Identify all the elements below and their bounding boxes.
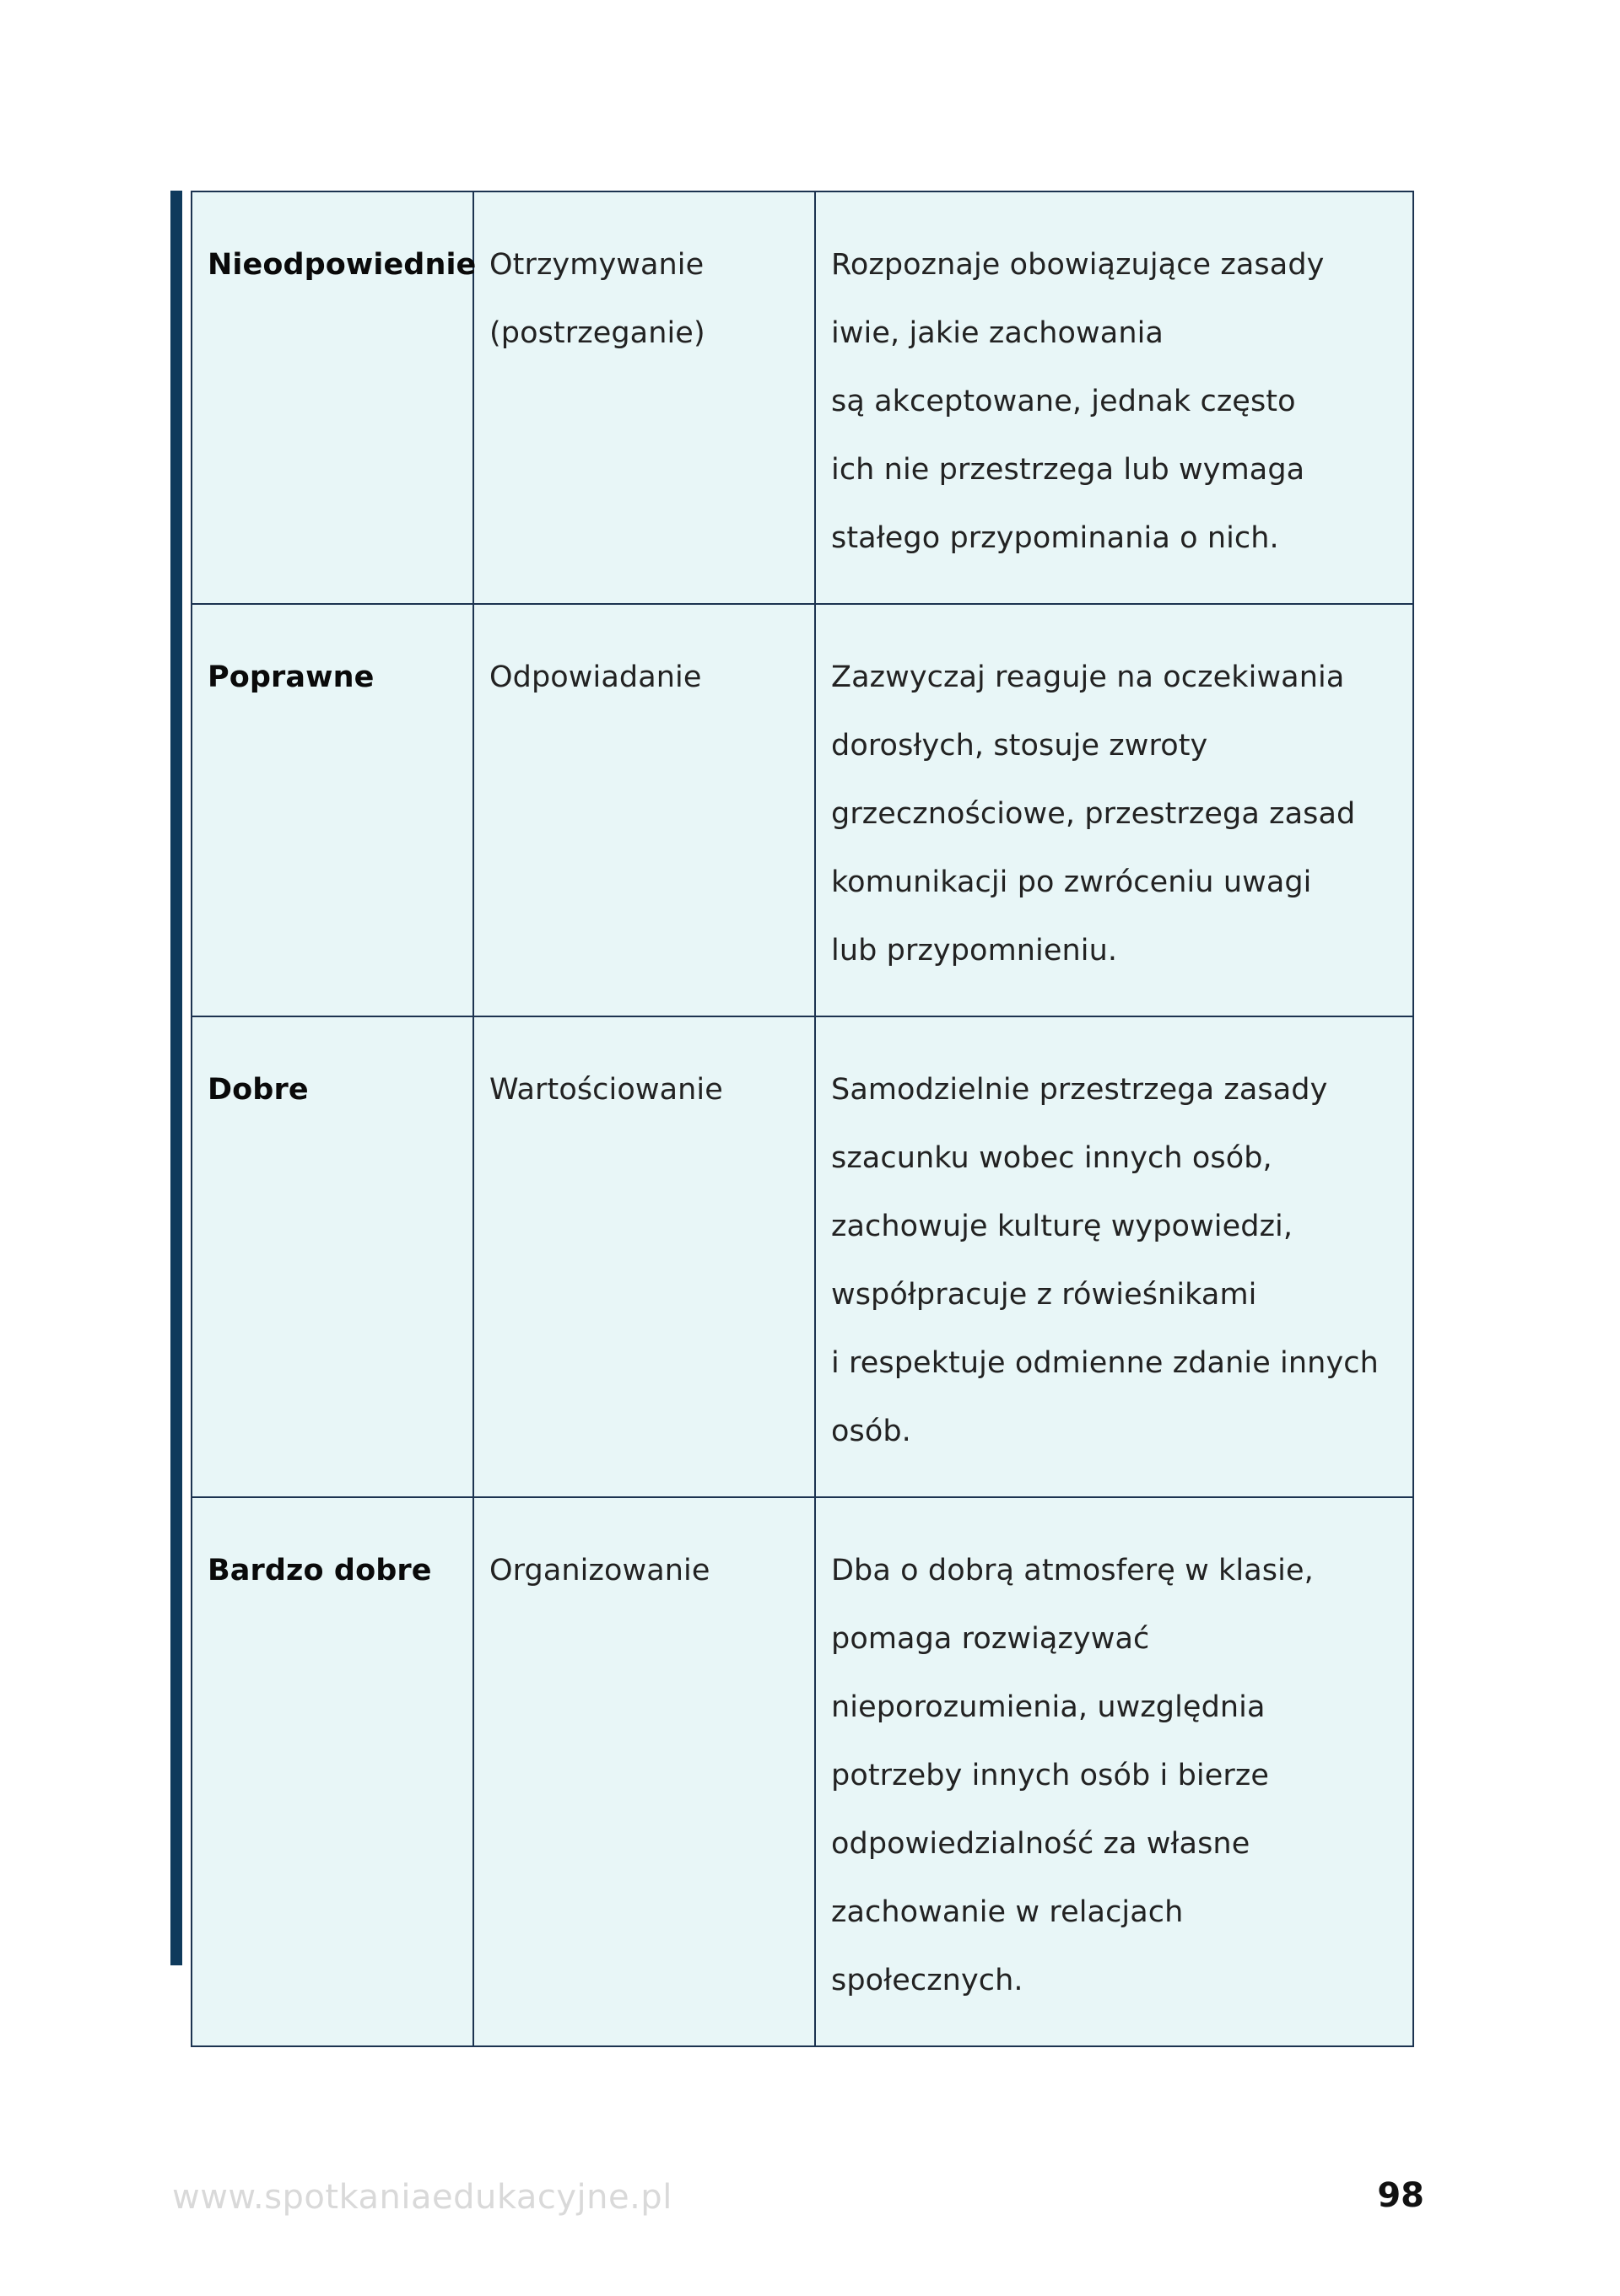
level-line: Otrzymywanie [489,248,705,282]
description-line: iwie, jakie zachowania [831,316,1164,350]
description-line: odpowiedzialność za własne [831,1827,1250,1861]
description-line: zachowuje kulturę wypowiedzi, [831,1210,1293,1243]
description-line: pomaga rozwiązywać [831,1622,1150,1656]
accent-bar [170,191,182,1965]
grade-cell [192,191,477,604]
level-cell [473,1016,815,1497]
grade-cell [192,1497,473,2046]
description-line: Rozpoznaje obowiązujące zasady [831,248,1325,282]
table-row [192,604,1413,1016]
grade-cell [192,1016,473,1497]
table-row [192,1497,1413,2046]
description-line: Samodzielnie przestrzega zasady [831,1073,1328,1107]
grade-cell [192,604,473,1016]
description-line: współpracuje z rówieśnikami [831,1278,1257,1312]
description-line: społecznych. [831,1964,1023,1997]
level-line: Organizowanie [489,1554,710,1587]
description-line: lub przypomnieniu. [831,934,1118,967]
level-line: Wartościowanie [489,1073,723,1107]
grade-label: Dobre [208,1073,309,1107]
grade-label: Bardzo dobre [208,1554,432,1587]
description-line: ich nie przestrzega lub wymaga [831,453,1305,487]
description-line: Zazwyczaj reaguje na oczekiwania [831,660,1345,694]
level-line: (postrzeganie) [489,316,705,350]
footer-website-url[interactable]: www.spotkaniaedukacyjne.pl [172,2178,672,2217]
description-line: i respektuje odmienne zdanie innych [831,1346,1379,1380]
grade-label: Poprawne [208,660,375,694]
grading-table [191,191,1414,2047]
description-line: są akceptowane, jednak często [831,385,1296,418]
description-line: dorosłych, stosuje zwroty [831,729,1208,763]
description-line: szacunku wobec innych osób, [831,1141,1272,1175]
description-line: potrzeby innych osób i bierze [831,1759,1269,1792]
description-line: komunikacji po zwróceniu uwagi [831,865,1312,899]
level-line: Odpowiadanie [489,660,702,694]
page-number: 98 [1377,2176,1424,2215]
table-row [192,191,1413,604]
description-line: nieporozumienia, uwzględnia [831,1690,1266,1724]
table-row [192,1016,1413,1497]
description-line: osób. [831,1415,911,1448]
description-line: Dba o dobrą atmosferę w klasie, [831,1554,1314,1587]
level-cell [473,191,815,604]
description-cell [815,1016,1413,1497]
level-cell [473,1497,815,2046]
level-cell [473,604,815,1016]
description-line: stałego przypominania o nich. [831,521,1279,555]
description-cell [815,604,1413,1016]
description-cell [815,191,1413,604]
grade-label: Nieodpowiednie [208,248,477,282]
description-cell [815,1497,1413,2046]
description-line: grzecznościowe, przestrzega zasad [831,797,1356,831]
description-line: zachowanie w relacjach [831,1895,1184,1929]
